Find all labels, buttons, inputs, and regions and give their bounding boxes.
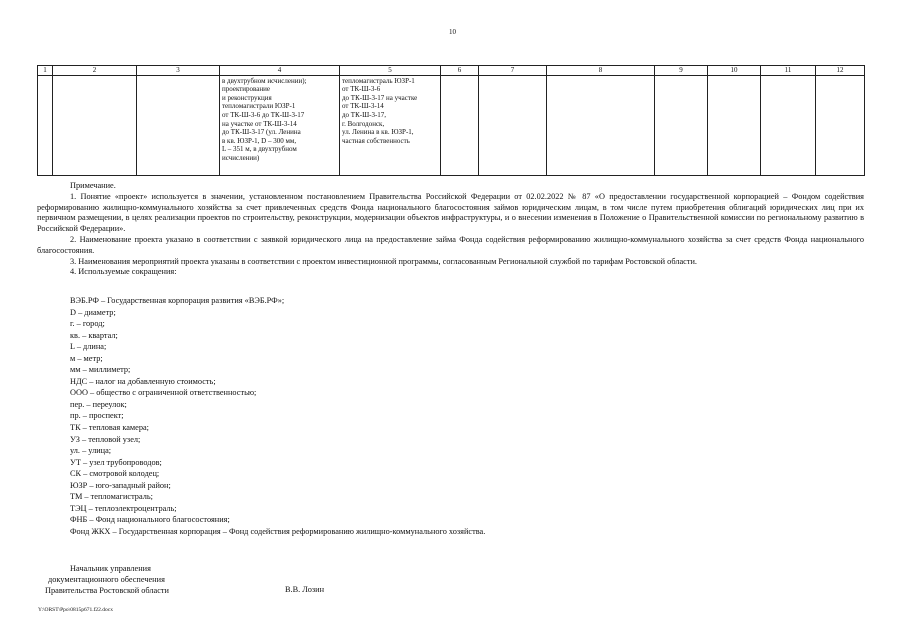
col-header: 8 (547, 66, 655, 76)
file-path: Y:\ORST\Ppo\0815p671.f22.docx (38, 607, 113, 613)
table-cell-object-description: теплoмагистраль ЮЗР-1 от ТК-Ш-3-6 до ТК-Ш-3-17 на участке от ТК-Ш-3-14 до ТК-Ш-3-17, г. Волгодонск, ул. Ленина в кв. ЮЗР-1, частная собственность (340, 75, 441, 175)
col-header: 12 (816, 66, 865, 76)
abbreviation-item: кв. – квартал; (70, 330, 118, 340)
abbreviation-item: СК – смотровой колодец; (70, 469, 160, 479)
abbreviation-item: ТМ – теплoмагистраль; (70, 492, 153, 502)
col-header: 3 (137, 66, 220, 76)
table-cell (441, 75, 479, 175)
abbreviation-item: УТ – узел трубопроводов; (70, 457, 162, 467)
continuation-table (37, 65, 865, 176)
table-cell (479, 75, 547, 175)
table-cell (655, 75, 708, 175)
abbreviation-item: ООО – общество с ограниченной ответственностью; (70, 388, 257, 398)
abbreviation-item: ЮЗР – юго-западный район; (70, 480, 171, 490)
col-header: 2 (53, 66, 137, 76)
signature-block (45, 563, 169, 597)
col-header: 4 (220, 66, 340, 76)
abbreviation-item: пер. – переулок; (70, 399, 127, 409)
signature-position-line-1: Начальник управления (70, 564, 151, 573)
col-header: 7 (479, 66, 547, 76)
note-paragraph-4: 4. Используемые сокращения: (70, 267, 177, 277)
abbreviation-item: L – длина; (70, 342, 107, 352)
abbreviation-item: м – метр; (70, 353, 103, 363)
table-cell (547, 75, 655, 175)
note-paragraph-2: 2. Наименование проекта указано в соответствии с заявкой юридического лица на предоставление займа Фонда содействия реформированию жилищно-коммунального хозяйства за счет средств Фонда национального благосостояния. (37, 234, 864, 255)
table-cell (137, 75, 220, 175)
abbreviation-item: ФНБ – Фонд национального благосостояния; (70, 515, 230, 525)
abbreviation-item: Фонд ЖКХ – Государственная корпорация – Фонд содействия реформированию жилищно-коммунального хозяйства. (70, 526, 486, 536)
col-header: 1 (38, 66, 53, 76)
col-header: 11 (761, 66, 816, 76)
table-header-row (38, 66, 865, 76)
col-header: 10 (708, 66, 761, 76)
notes-section (37, 181, 864, 278)
abbreviation-item: г. – город; (70, 319, 105, 329)
abbreviation-item: ТК – тепловая камера; (70, 423, 149, 433)
signature-position-line-3: Правительства Ростовской области (45, 586, 169, 596)
abbreviation-item: ВЭБ.РФ – Государственная корпорация развития «ВЭБ.РФ»; (70, 296, 285, 305)
table-cell-event-description: в двухтрубном исчислении); проектирование и реконструкция теплoмагистрали ЮЗР-1 от ТК-Ш-3-6 до ТК-Ш-3-17 на участке от ТК-Ш-3-14 до ТК-Ш-3-17 (ул. Ленина в кв. ЮЗР-1, D – 300 мм, L – 351 м, в двухтрубном исчислении) (220, 75, 340, 175)
table-cell (708, 75, 761, 175)
abbreviation-item: УЗ – тепловой узел; (70, 434, 141, 444)
table-cell (38, 75, 53, 175)
abbreviation-item: НДС – налог на добавленную стоимость; (70, 376, 216, 386)
abbreviation-item: D – диаметр; (70, 307, 116, 317)
col-header: 5 (340, 66, 441, 76)
col-header: 6 (441, 66, 479, 76)
abbreviation-item: пр. – проспект; (70, 411, 124, 421)
table-cell (53, 75, 137, 175)
abbreviation-item: мм – миллиметр; (70, 365, 131, 375)
col-header: 9 (655, 66, 708, 76)
table-row (38, 75, 865, 175)
abbreviation-item: ул. – улица; (70, 446, 112, 456)
abbreviations-list (70, 295, 830, 537)
signatory-name: В.В. Лозин (285, 585, 325, 594)
note-paragraph-1: 1. Понятие «проект» используется в значении, установленном постановлением Правительства Российской Федерации от 02.02.2022 № 87 «О предоставлении государственной корпорацией – Фондом содействия реформированию жилищно-коммунального хозяйства за счет привлеченных средств Фонда национального благосостояния займов юридическим лицам, в том числе путем приобретения облигаций юридических лиц при их первичном размещении, в целях реализации проектов по строительству, реконструкции, модернизации объектов инфраструктуры, и о внесении изменения в Положение о Правительственной комиссии по региональному развитию в Российской Федерации». (37, 191, 864, 234)
notes-heading: Примечание. (70, 181, 116, 190)
note-paragraph-3: 3. Наименования мероприятий проекта указаны в соответствии с проектом инвестиционной программы, согласованным Региональной службой по тарифам Ростовской области. (70, 256, 697, 266)
table-cell (761, 75, 816, 175)
signature-position-line-2: документационного обеспечения (48, 575, 165, 585)
page-number: 10 (449, 28, 456, 36)
table-cell (816, 75, 865, 175)
abbreviation-item: ТЭЦ – теплоэлектроцентраль; (70, 503, 177, 513)
